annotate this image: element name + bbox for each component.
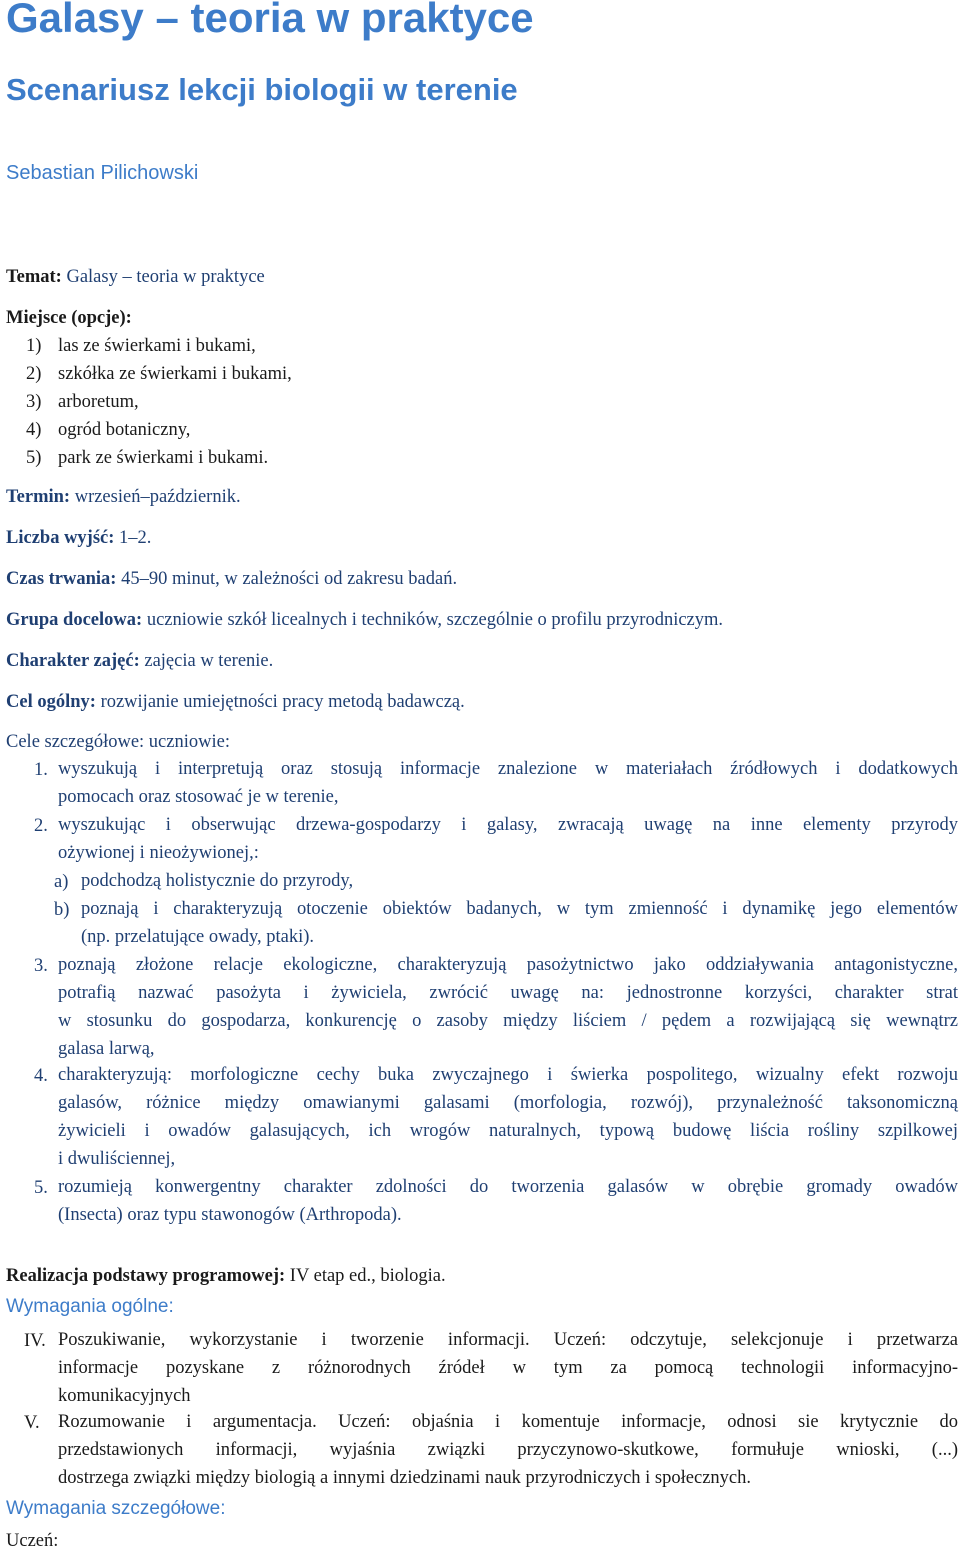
cele-label: Cele szczegółowe:: [6, 732, 145, 752]
realizacja-value: IV etap ed., biologia.: [285, 1266, 446, 1286]
uczen-label: Uczeń:: [6, 1531, 59, 1551]
author-name: Sebastian Pilichowski: [6, 162, 199, 184]
realizacja-label: Realizacja podstawy programowej:: [6, 1266, 286, 1286]
list-item: szkółka ze świerkami i bukami,: [58, 364, 292, 384]
cele-num: 4.: [34, 1066, 48, 1086]
list-item-line: (np. przelatujące owady, ptaki).: [81, 927, 315, 947]
temat-line: [6, 266, 265, 288]
list-item-line: Poszukiwanie, wykorzystanie i tworzenie informacji. Uczeń: odczytuje, selekcjonuje i przetwarza: [58, 1330, 958, 1350]
list-item-line: Rozumowanie i argumentacja. Uczeń: objaśnia i komentuje informacje, odnosi sie krytycznie do: [58, 1412, 958, 1432]
charakter-line: [6, 650, 273, 672]
cel-line: [6, 691, 465, 713]
termin-label: Termin:: [6, 487, 71, 507]
list-item: [81, 867, 958, 895]
charakter-label: Charakter zajęć:: [6, 651, 140, 671]
cel-value: rozwijanie umiejętności pracy metodą badawczą.: [95, 692, 465, 712]
list-item-line: informacje pozyskane z różnorodnych źródeł w tym za pomocą technologii informacyjno-: [58, 1358, 958, 1378]
wymagania-num: V.: [24, 1413, 40, 1433]
czas-value: 45–90 minut, w zależności od zakresu badań.: [116, 569, 458, 589]
liczba-line: [6, 527, 151, 549]
list-item-line: komunikacyjnych: [58, 1386, 191, 1406]
wymagania-szczegolowe-heading: Wymagania szczegółowe:: [6, 1498, 226, 1519]
list-item: [58, 1061, 958, 1173]
termin-value: wrzesień–październik.: [70, 487, 241, 507]
charakter-value: zajęcia w terenie.: [139, 651, 274, 671]
list-item-line: poznają złożone relacje ekologiczne, charakteryzują pasożytnictwo jako oddziaływania antagonistyczne,: [58, 955, 958, 975]
temat-label: Temat:: [6, 267, 62, 287]
list-item: arboretum,: [58, 392, 139, 412]
wymagania-ogolne-heading: Wymagania ogólne:: [6, 1296, 174, 1317]
czas-line: [6, 568, 457, 590]
list-item-line: galasa larwą,: [58, 1039, 155, 1059]
list-item-line: rozumieją konwergentny charakter zdolności do tworzenia galasów w obrębie gromady owadów: [58, 1177, 958, 1197]
grupa-line: [6, 609, 723, 631]
page-subtitle: Scenariusz lekcji biologii w terenie: [6, 72, 518, 107]
liczba-value: 1–2.: [114, 528, 152, 548]
list-item-line: ożywionej i nieożywionej,:: [58, 843, 259, 863]
list-item-line: dostrzega związki między biologią a innymi dziedzinami nauk przyrodniczych i społecznych.: [58, 1468, 751, 1488]
miejsce-num: 3): [26, 392, 42, 412]
list-item: [58, 951, 958, 1063]
list-item: [58, 1173, 958, 1229]
list-item-line: podchodzą holistycznie do przyrody,: [81, 871, 354, 891]
realizacja-line: [6, 1265, 446, 1287]
termin-line: [6, 486, 241, 508]
list-item: [58, 1326, 958, 1410]
wymagania-num: IV.: [24, 1331, 46, 1351]
miejsce-label-text: Miejsce (opcje):: [6, 308, 132, 328]
list-item-line: potrafią nazwać pasożyta i żywiciela, zwrócić uwagę na: jednostronne korzyści, charakter strat: [58, 983, 958, 1003]
list-item: [81, 895, 958, 951]
grupa-label: Grupa docelowa:: [6, 610, 143, 630]
list-item: ogród botaniczny,: [58, 420, 191, 440]
list-item: [58, 755, 958, 811]
cele-line: [6, 731, 230, 753]
list-item: las ze świerkami i bukami,: [58, 336, 256, 356]
czas-label: Czas trwania:: [6, 569, 117, 589]
list-item-line: galasów, różnice między omawianymi galasami (morfologia, rozwój), przynależność taksonomiczną: [58, 1093, 958, 1113]
list-item-line: i dwuliściennej,: [58, 1149, 176, 1169]
list-item: [58, 1408, 958, 1492]
cele-num: 3.: [34, 956, 48, 976]
list-item-line: (Insecta) oraz typu stawonogów (Arthropoda).: [58, 1205, 402, 1225]
cele-num: b): [54, 900, 70, 920]
list-item-line: pomocach oraz stosować je w terenie,: [58, 787, 339, 807]
list-item: park ze świerkami i bukami.: [58, 448, 269, 468]
temat-value: Galasy – teoria w praktyce: [61, 267, 265, 287]
miejsce-num: 2): [26, 364, 42, 384]
miejsce-num: 5): [26, 448, 42, 468]
miejsce-num: 4): [26, 420, 42, 440]
list-item-line: wyszukują i interpretują oraz stosują informacje znalezione w materiałach źródłowych i dodatkowych: [58, 759, 958, 779]
cele-value: uczniowie:: [144, 732, 230, 752]
grupa-value: uczniowie szkół licealnych i techników, szczególnie o profilu przyrodniczym.: [142, 610, 724, 630]
list-item-line: poznają i charakteryzują otoczenie obiektów badanych, w tym zmienność i dynamikę jego elementów: [81, 899, 958, 919]
list-item-line: wyszukując i obserwując drzewa-gospodarzy i galasy, zwracają uwagę na inne elementy przyrody: [58, 815, 958, 835]
miejsce-label: [6, 307, 132, 329]
cele-num: 2.: [34, 816, 48, 836]
cel-label: Cel ogólny:: [6, 692, 96, 712]
liczba-label: Liczba wyjść:: [6, 528, 115, 548]
cele-num: a): [54, 872, 69, 892]
list-item-line: w stosunku do gospodarza, konkurencję o zasoby między liściem / pędem a rozwijającą się wewnątrz: [58, 1011, 958, 1031]
miejsce-num: 1): [26, 336, 42, 356]
cele-num: 5.: [34, 1178, 48, 1198]
cele-num: 1.: [34, 760, 48, 780]
list-item-line: przedstawionych informacji, wyjaśnia związki przyczynowo-skutkowe, formułuje wnioski, (...): [58, 1440, 958, 1460]
list-item-line: żywicieli i owadów galasujących, ich wrogów naturalnych, typową budowę liścia rośliny szpilkowej: [58, 1121, 958, 1141]
list-item-line: charakteryzują: morfologiczne cechy buka zwyczajnego i świerka pospolitego, wizualny efekt rozwoju: [58, 1065, 958, 1085]
list-item: [58, 811, 958, 867]
page-title: Galasy – teoria w praktyce: [6, 0, 534, 41]
